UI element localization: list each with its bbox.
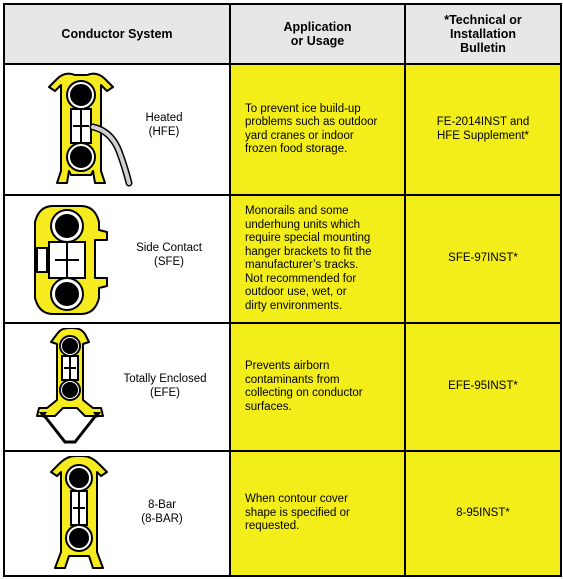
header-bulletin	[405, 4, 561, 64]
table-header-row	[4, 4, 561, 64]
side-contact-conductor-profile-icon	[29, 202, 119, 318]
conductor-system-table	[3, 3, 562, 577]
header-application-label: Application or Usage	[283, 20, 352, 48]
table-row-totally-enclosed	[4, 323, 561, 451]
system-name-8-bar: 8-Bar (8-BAR)	[141, 499, 183, 525]
bulletin-cell-totally-enclosed	[405, 323, 561, 451]
totally-enclosed-conductor-profile-icon	[27, 328, 111, 446]
application-text-8-bar: When contour cover shape is specified or requested.	[245, 493, 350, 533]
application-text-heated: To prevent ice build-up problems such as outdoor yard cranes or indoor frozen food storage.	[245, 102, 378, 155]
application-cell-totally-enclosed	[230, 323, 405, 451]
system-name-totally-enclosed: Totally Enclosed (EFE)	[123, 373, 207, 399]
header-application	[230, 4, 405, 64]
bulletin-text-side-contact: SFE-97INST*	[448, 252, 518, 265]
system-cell-side-contact	[4, 195, 230, 323]
application-text-side-contact: Monorails and some underhung units which require special mounting hanger brackets to fit the manufacturer’s tracks. Not recommended for outdoor use, wet, or dirty environments.	[245, 205, 372, 312]
application-cell-side-contact	[230, 195, 405, 323]
8-bar-conductor-profile-icon	[41, 456, 121, 572]
bulletin-cell-8-bar	[405, 451, 561, 576]
bulletin-text-totally-enclosed: EFE-95INST*	[448, 380, 518, 393]
header-bulletin-label: *Technical or Installation Bulletin	[444, 13, 522, 55]
conductor-system-table-wrapper	[3, 3, 560, 576]
application-text-totally-enclosed: Prevents airborn contaminants from collecting on conductor surfaces.	[245, 360, 363, 413]
table-row-side-contact	[4, 195, 561, 323]
table-row-heated	[4, 64, 561, 195]
bulletin-cell-side-contact	[405, 195, 561, 323]
system-cell-heated	[4, 64, 230, 195]
system-name-heated: Heated (HFE)	[145, 112, 183, 138]
table-row-8-bar	[4, 451, 561, 576]
application-cell-8-bar	[230, 451, 405, 576]
system-name-side-contact: Side Contact (SFE)	[136, 242, 202, 268]
bulletin-text-heated: FE-2014INST and HFE Supplement*	[436, 116, 530, 142]
system-cell-8-bar	[4, 451, 230, 576]
header-conductor-system-label: Conductor System	[61, 27, 173, 41]
application-cell-heated	[230, 64, 405, 195]
header-conductor-system	[4, 4, 230, 64]
bulletin-text-8-bar: 8-95INST*	[456, 506, 510, 519]
bulletin-cell-heated	[405, 64, 561, 195]
system-cell-totally-enclosed	[4, 323, 230, 451]
